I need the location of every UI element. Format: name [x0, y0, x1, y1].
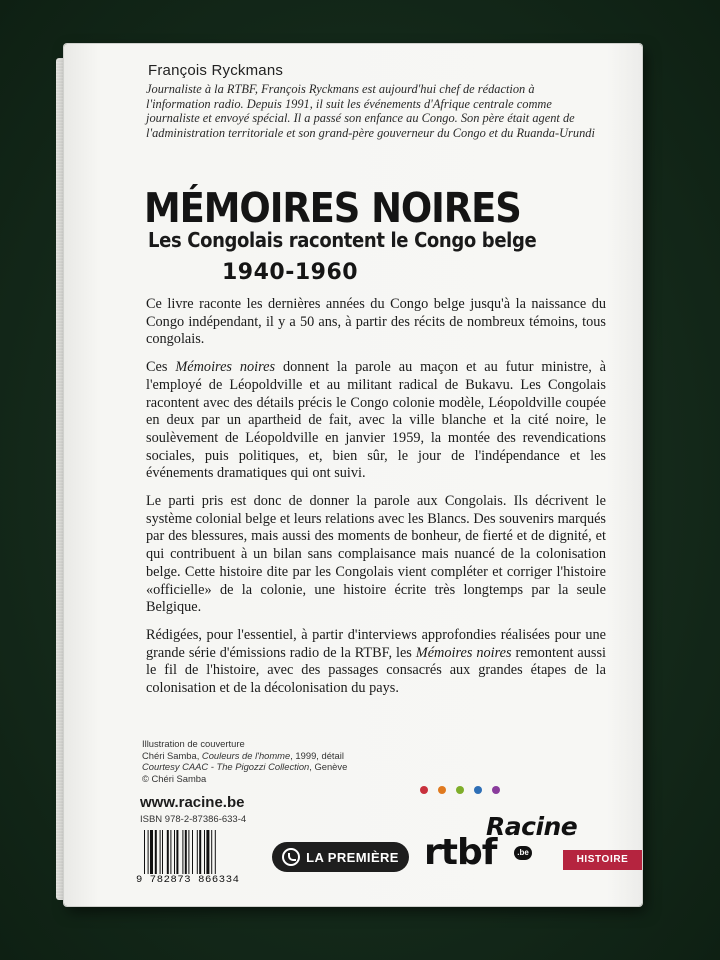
credit-line — [142, 750, 392, 762]
isbn: ISBN 978-2-87386-633-4 — [140, 814, 247, 825]
premiere-icon — [282, 848, 300, 866]
italic-title: Couleurs de l'homme — [201, 749, 291, 761]
color-dot — [438, 786, 446, 794]
book-title: MÉMOIRES NOIRES — [144, 184, 521, 232]
credit-line — [142, 761, 392, 773]
credit-line: Illustration de couverture — [142, 738, 245, 749]
italic-title: Mémoires noires — [175, 359, 276, 376]
blurb-paragraph-2 — [146, 359, 606, 483]
author-name: François Ryckmans — [148, 62, 284, 79]
blurb — [146, 296, 606, 708]
book-years: 1940-1960 — [222, 260, 359, 285]
barcode-digits: 9 782873 866334 — [136, 874, 240, 886]
text-segment: Rédigées, pour l'essentiel, à partir d'interviews approfondies réalisées pour une grande série d'émissions radio de la RTBF, les — [146, 626, 606, 661]
text-segment: Chéri Samba, — [142, 749, 202, 761]
blurb-paragraph-1: Ce livre raconte les dernières années du Congo belge jusqu'à la naissance du Congo indépendant, il y a 50 ans, à partir des récits de nombreux témoins, tous congolais. — [146, 296, 606, 348]
book-subtitle: Les Congolais racontent le Congo belge — [148, 228, 537, 252]
text-segment: , 1999, détail — [290, 749, 344, 761]
rtbf-logo: rtbf — [424, 832, 497, 873]
blurb-paragraph-3: Le parti pris est donc de donner la parole aux Congolais. Ils décrivent le système colonial belge et leurs relations avec les Blancs. Des souvenirs marqués par des blessures, mais aussi des moments de bonheur, de fierté et de dignité, et qui contribuent à un bilan sans complaisance mais nuancé de la colonisation belge. Cette histoire dite par les Congolais vient compléter et corriger l'histoire «officielle» de la colonie, une histoire écrite très longtemps par la seule Belgique. — [146, 493, 606, 616]
barcode — [142, 830, 254, 874]
text-segment: Ces — [146, 359, 176, 376]
color-dot — [474, 786, 482, 794]
rtbf-dots — [420, 786, 500, 794]
la-premiere-logo — [272, 842, 409, 872]
color-dot — [420, 786, 428, 794]
author-bio: Journaliste à la RTBF, François Ryckmans est aujourd'hui chef de rédaction à l'information radio. Depuis 1991, il suit les événements d'Afrique centrale comme journaliste et envoyé spécial. Il a passé son enfance au Congo. Son père était agent de l'administration territoriale et son grand-père gouverneur du Congo et du Ruanda-Urundi — [146, 82, 595, 140]
italic-title: Mémoires noires — [415, 644, 512, 661]
blurb-paragraph-4 — [146, 627, 606, 698]
text-segment: donnent la parole au maçon et au futur ministre, à l'employé de Léopoldville et au militant radical de Bukavu. Les Congolais racontent avec des détails précis le Congo colonie modèle, Léopoldville coupée en deux par un apartheid de fait, avec la ville blanche et la cité noire, le soulèvement de Léopoldville en janvier 1959, la montée des revendications sociales, puis politiques, et, bien sûr, le jour de l'indépendance et les événements dramatiques qui ont suivi. — [146, 359, 607, 482]
histoire-tag: HISTOIRE — [563, 850, 642, 870]
cover-credits — [142, 738, 392, 784]
text-segment: , Genève — [309, 761, 348, 773]
premiere-label: LA PREMIÈRE — [306, 849, 399, 865]
rtbf-be-badge: .be — [514, 846, 532, 860]
color-dot — [492, 786, 500, 794]
text-segment: remontent aussi le fil de l'histoire, avec des passages consacrés aux grandes étapes de la colonisation et de la décolonisation du pays. — [146, 644, 606, 697]
publisher-website: www.racine.be — [140, 794, 245, 811]
racine-logo: Racine — [486, 812, 578, 841]
italic-title: Courtesy CAAC - The Pigozzi Collection — [142, 761, 310, 773]
color-dot — [456, 786, 464, 794]
credit-line: © Chéri Samba — [142, 772, 207, 784]
